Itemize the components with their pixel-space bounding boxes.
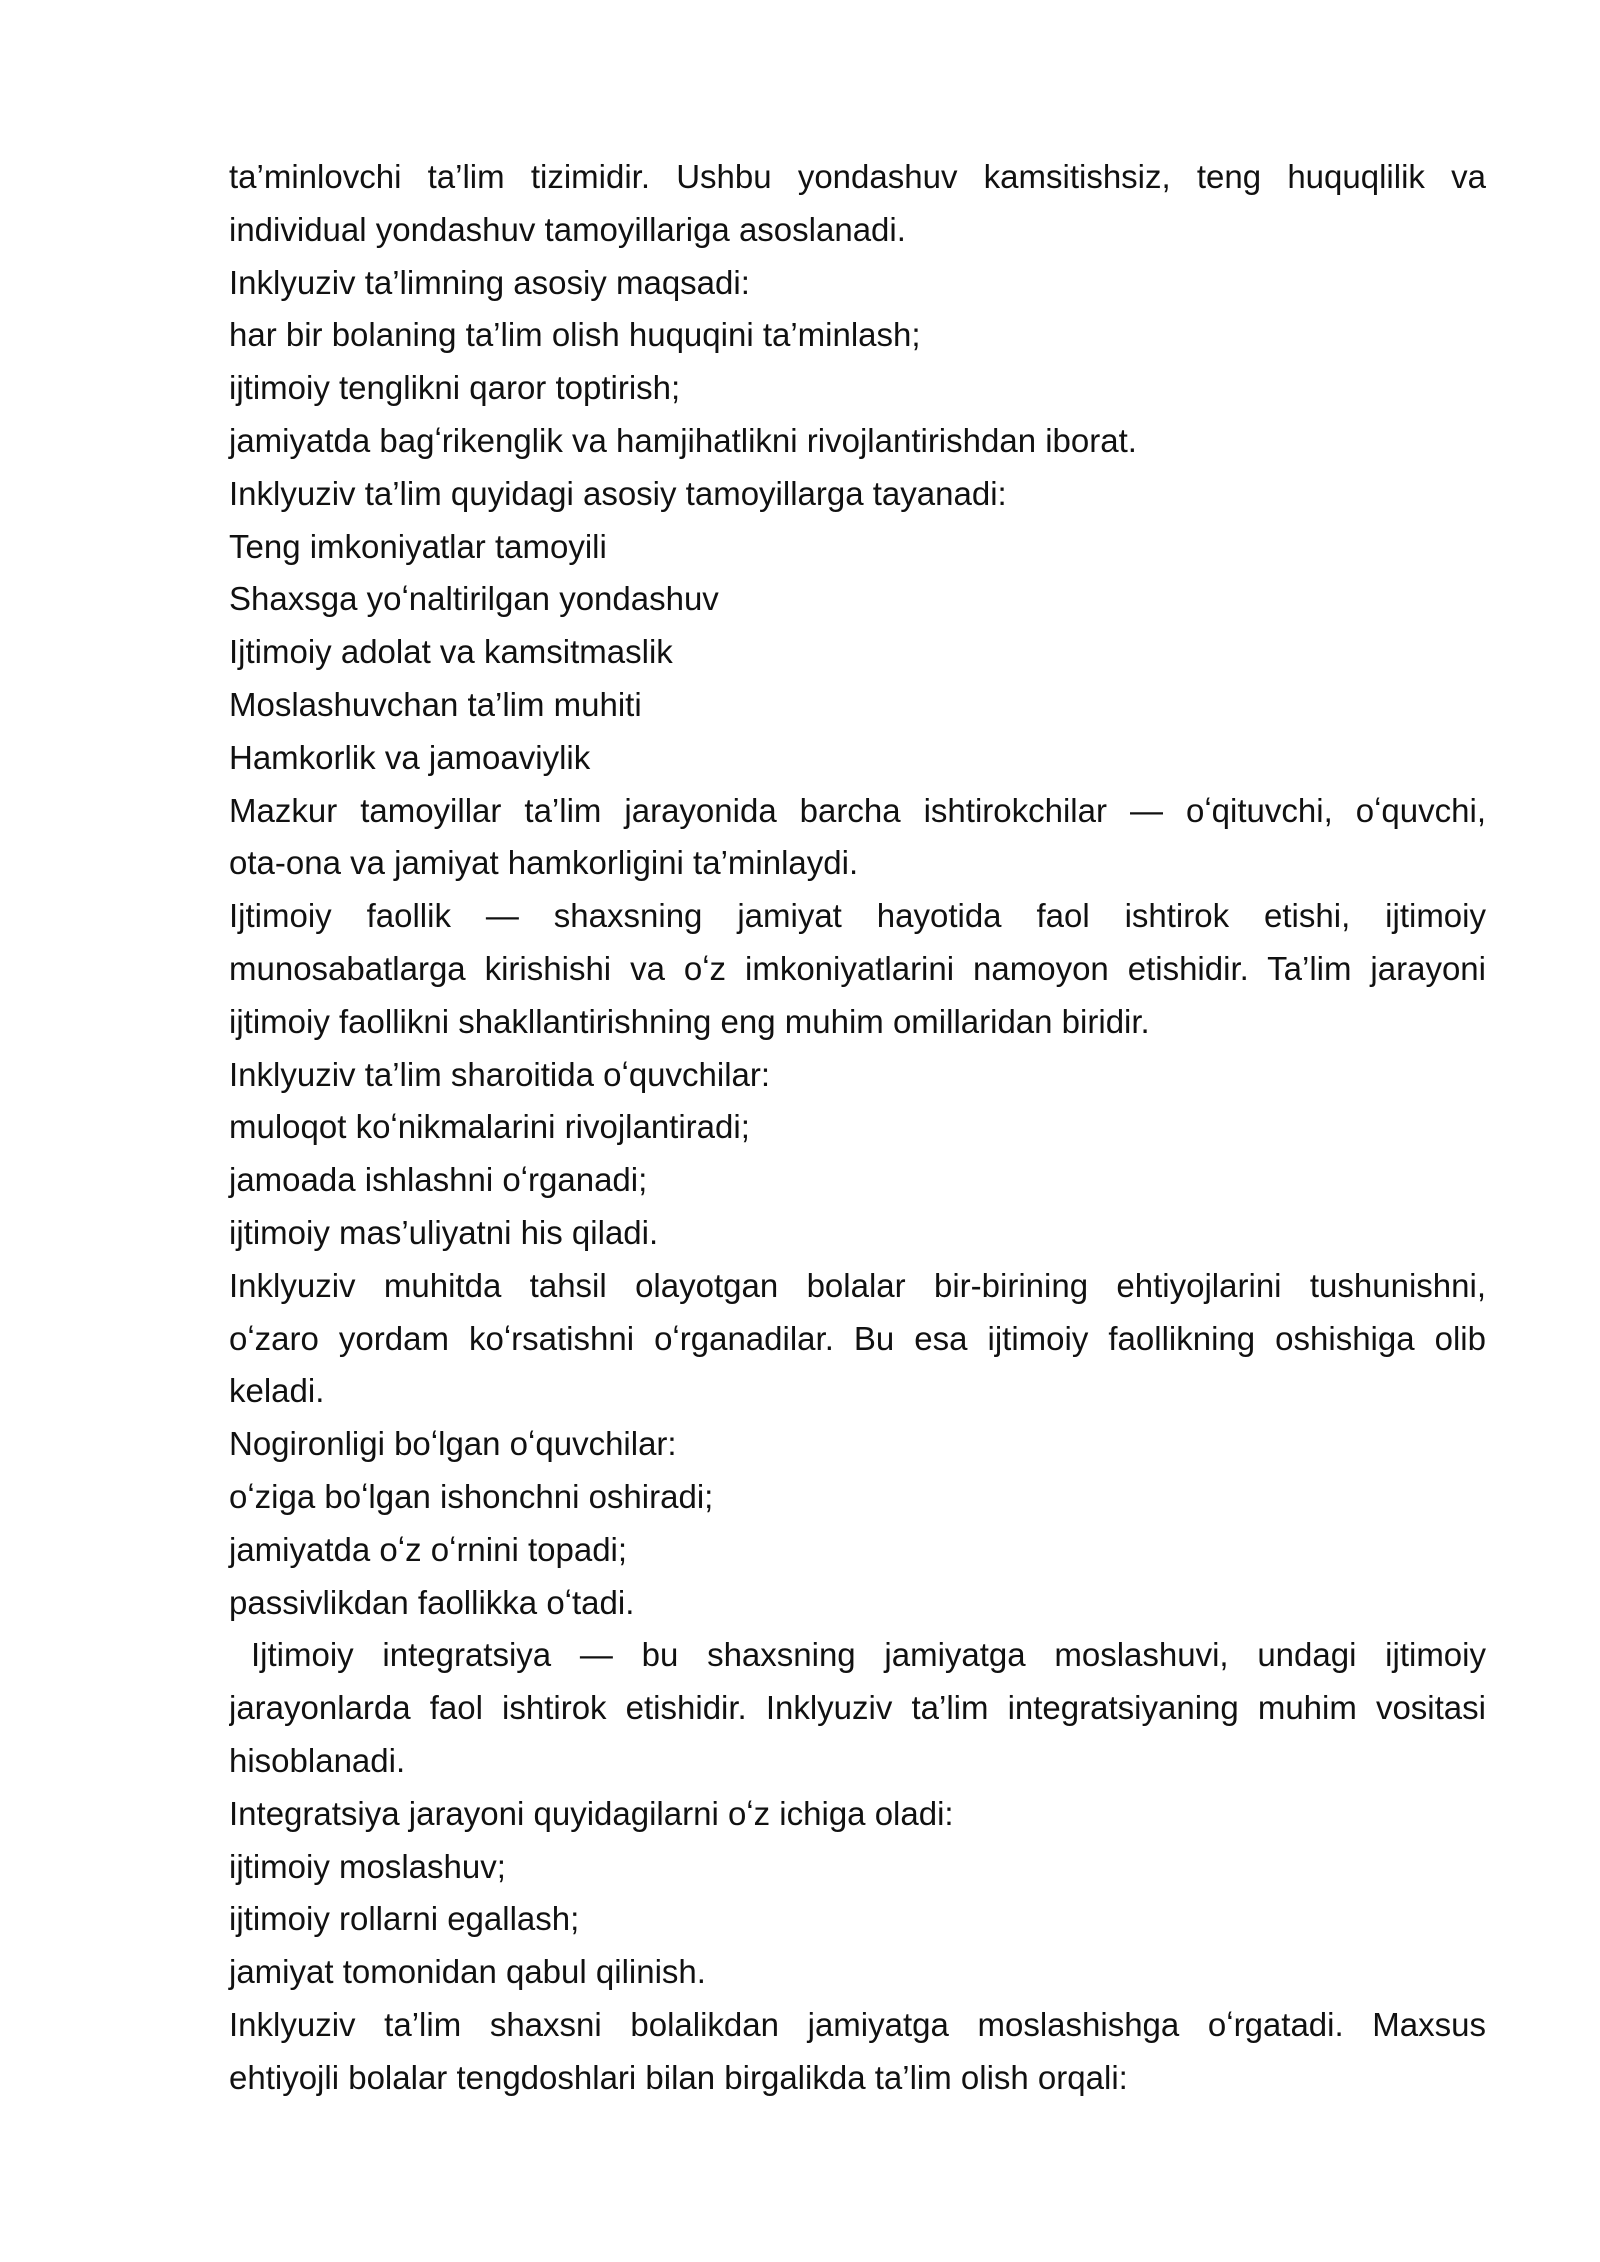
text-line: Hamkorlik va jamoaviylik: [229, 738, 591, 776]
text-line: ijtimoiy faollikni shakllantirishning eng muhim omillaridan biridir.: [229, 1002, 1150, 1040]
text-line: Moslashuvchan ta’lim muhiti: [229, 685, 642, 723]
text-line: ijtimoiy mas’uliyatni his qiladi.: [229, 1213, 659, 1251]
text-line: ijtimoiy tenglikni qaror toptirish;: [229, 369, 681, 407]
text-line: ijtimoiy moslashuv;: [229, 1847, 506, 1885]
document-page: [229, 151, 1486, 2104]
text-line: oʻziga boʻlgan ishonchni oshiradi;: [229, 1477, 714, 1515]
text-line: munosabatlarga kirishishi va oʻz imkoniyatlarini namoyon etishidir. Ta’lim jarayoni: [229, 949, 1486, 987]
text-line: muloqot koʻnikmalarini rivojlantiradi;: [229, 1108, 750, 1146]
text-line: Ijtimoiy integratsiya — bu shaxsning jamiyatga moslashuvi, undagi ijtimoiy: [251, 1636, 1486, 1674]
text-line: Inklyuziv muhitda tahsil olayotgan bolalar bir-birining ehtiyojlarini tushunishni,: [229, 1266, 1486, 1304]
text-line: ta’minlovchi ta’lim tizimidir. Ushbu yondashuv kamsitishsiz, teng huquqlilik va: [229, 158, 1486, 195]
text-line: oʻzaro yordam koʻrsatishni oʻrganadilar. Bu esa ijtimoiy faollikning oshishiga olib: [229, 1319, 1486, 1357]
text-line: jamoada ishlashni oʻrganadi;: [229, 1161, 648, 1199]
text-line: Inklyuziv ta’lim quyidagi asosiy tamoyillarga tayanadi:: [229, 474, 1007, 512]
text-line: Ijtimoiy adolat va kamsitmaslik: [229, 633, 673, 671]
text-line: keladi.: [229, 1372, 325, 1410]
text-line: Nogironligi boʻlgan oʻquvchilar:: [229, 1425, 677, 1463]
text-line: har bir bolaning ta’lim olish huquqini ta’minlash;: [229, 316, 921, 354]
text-line: ehtiyojli bolalar tengdoshlari bilan birgalikda ta’lim olish orqali:: [229, 2058, 1128, 2096]
text-line: passivlikdan faollikka oʻtadi.: [229, 1583, 635, 1621]
text-line: Ijtimoiy faollik — shaxsning jamiyat hayotida faol ishtirok etishi, ijtimoiy: [229, 897, 1486, 935]
text-line: jamiyatda oʻz oʻrnini topadi;: [229, 1530, 628, 1568]
text-line: ijtimoiy rollarni egallash;: [229, 1900, 580, 1938]
text-line: ota-ona va jamiyat hamkorligini ta’minlaydi.: [229, 844, 859, 882]
text-line: Inklyuziv ta’lim shaxsni bolalikdan jamiyatga moslashishga oʻrgatadi. Maxsus: [229, 2005, 1486, 2043]
text-line: Inklyuziv ta’lim sharoitida oʻquvchilar:: [229, 1055, 771, 1093]
text-line: jamiyat tomonidan qabul qilinish.: [229, 1953, 706, 1991]
text-line: hisoblanadi.: [229, 1741, 406, 1779]
text-line: Integratsiya jarayoni quyidagilarni oʻz ichiga oladi:: [229, 1794, 954, 1832]
text-line: Shaxsga yoʻnaltirilgan yondashuv: [229, 580, 719, 618]
text-line: jarayonlarda faol ishtirok etishidir. Inklyuziv ta’lim integratsiyaning muhim vositasi: [229, 1689, 1486, 1727]
text-line: Inklyuziv ta’limning asosiy maqsadi:: [229, 263, 750, 301]
text-line: individual yondashuv tamoyillariga asoslanadi.: [229, 210, 906, 248]
text-line: Teng imkoniyatlar tamoyili: [229, 527, 607, 565]
text-line: jamiyatda bagʻrikenglik va hamjihatlikni rivojlantirishdan iborat.: [229, 421, 1137, 459]
text-line: Mazkur tamoyillar ta’lim jarayonida barcha ishtirokchilar — oʻqituvchi, oʻquvchi,: [229, 791, 1486, 829]
